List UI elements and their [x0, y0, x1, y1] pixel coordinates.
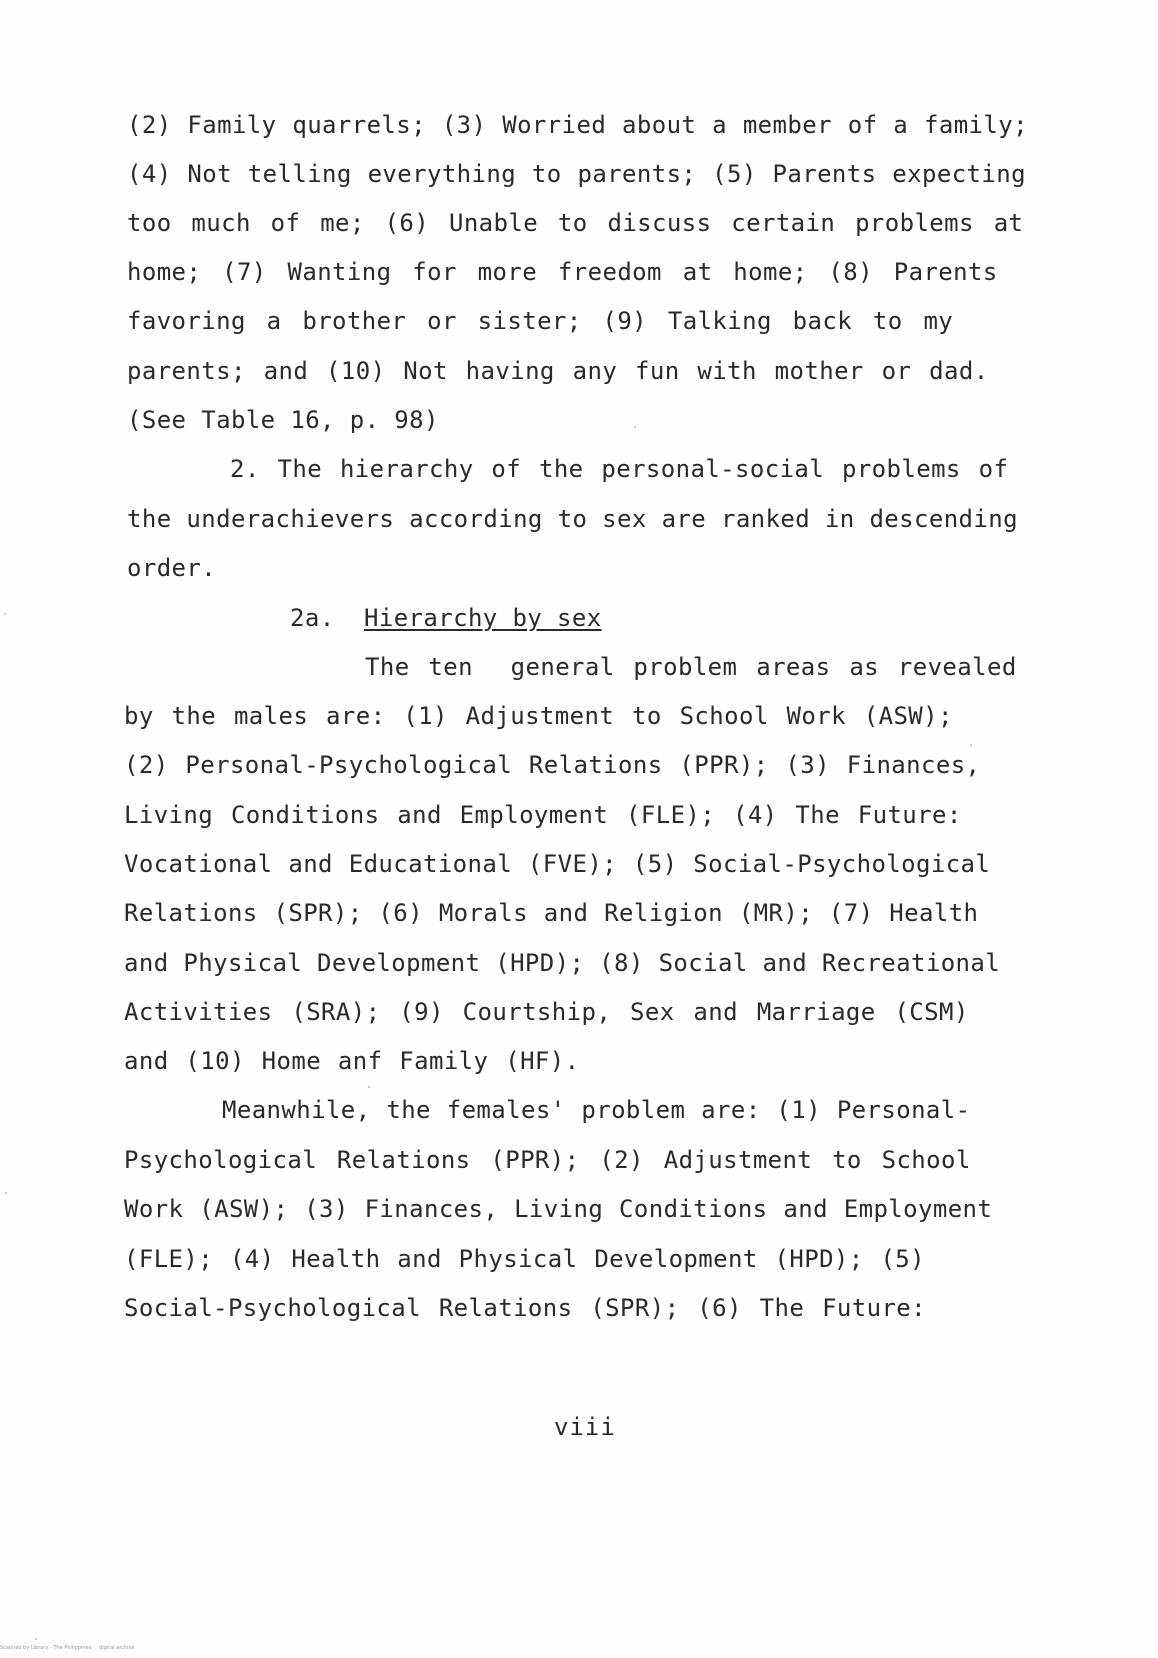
text-line-10: order. — [127, 554, 217, 582]
page-number: viii — [554, 1413, 616, 1441]
text-line-19: and Physical Development (HPD); (8) Social and Recreational — [124, 949, 1001, 977]
text-line-2: (4) Not telling everything to parents; (5) Parents expecting — [127, 160, 1026, 188]
scan-speck — [634, 426, 636, 428]
text-line-22: Meanwhile, the females' problem are: (1) Personal- — [222, 1096, 971, 1124]
text-line-4: home; (7) Wanting for more freedom at home; (8) Parents — [127, 258, 998, 286]
scan-speck — [4, 613, 6, 615]
scan-speck — [5, 1192, 7, 1194]
scan-speck — [970, 744, 972, 746]
text-line-24: Work (ASW); (3) Finances, Living Conditions and Employment — [124, 1195, 993, 1223]
text-line-20: Activities (SRA); (9) Courtship, Sex and Marriage (CSM) — [124, 998, 969, 1026]
section-number: 2a. — [290, 604, 335, 632]
text-line-9: the underachievers according to sex are ranked in descending — [127, 505, 1018, 533]
section-heading: Hierarchy by sex — [364, 604, 602, 632]
text-line-16: Living Conditions and Employment (FLE); (4) The Future: — [124, 801, 962, 829]
text-line-13: The ten general problem areas as revealed — [365, 653, 1017, 681]
text-line-15: (2) Personal-Psychological Relations (PPR); (3) Finances, — [124, 751, 981, 779]
text-line-5: favoring a brother or sister; (9) Talking back to my — [127, 307, 954, 335]
text-line-23: Psychological Relations (PPR); (2) Adjustment to School — [124, 1146, 971, 1174]
scan-speck — [368, 1086, 370, 1088]
text-line-8: 2. The hierarchy of the personal-social problems of — [230, 455, 1009, 483]
text-line-26: Social-Psychological Relations (SPR); (6) The Future: — [124, 1294, 927, 1322]
text-line-3: too much of me; (6) Unable to discuss certain problems at — [127, 209, 1024, 237]
text-line-18: Relations (SPR); (6) Morals and Religion (MR); (7) Health — [124, 899, 979, 927]
scan-footer: Scanned by Library - The Philippines digital archive — [0, 1645, 135, 1651]
text-line-14: by the males are: (1) Adjustment to School Work (ASW); — [124, 702, 953, 730]
scan-speck — [35, 1638, 37, 1640]
text-line-25: (FLE); (4) Health and Physical Development (HPD); (5) — [124, 1245, 926, 1273]
text-line-17: Vocational and Educational (FVE); (5) Social-Psychological — [124, 850, 991, 878]
text-line-7: (See Table 16, p. 98) — [127, 406, 439, 434]
text-line-1: (2) Family quarrels; (3) Worried about a member of a family; — [127, 111, 1028, 139]
text-line-21: and (10) Home anf Family (HF). — [124, 1047, 580, 1075]
text-line-6: parents; and (10) Not having any fun with mother or dad. — [127, 357, 989, 385]
